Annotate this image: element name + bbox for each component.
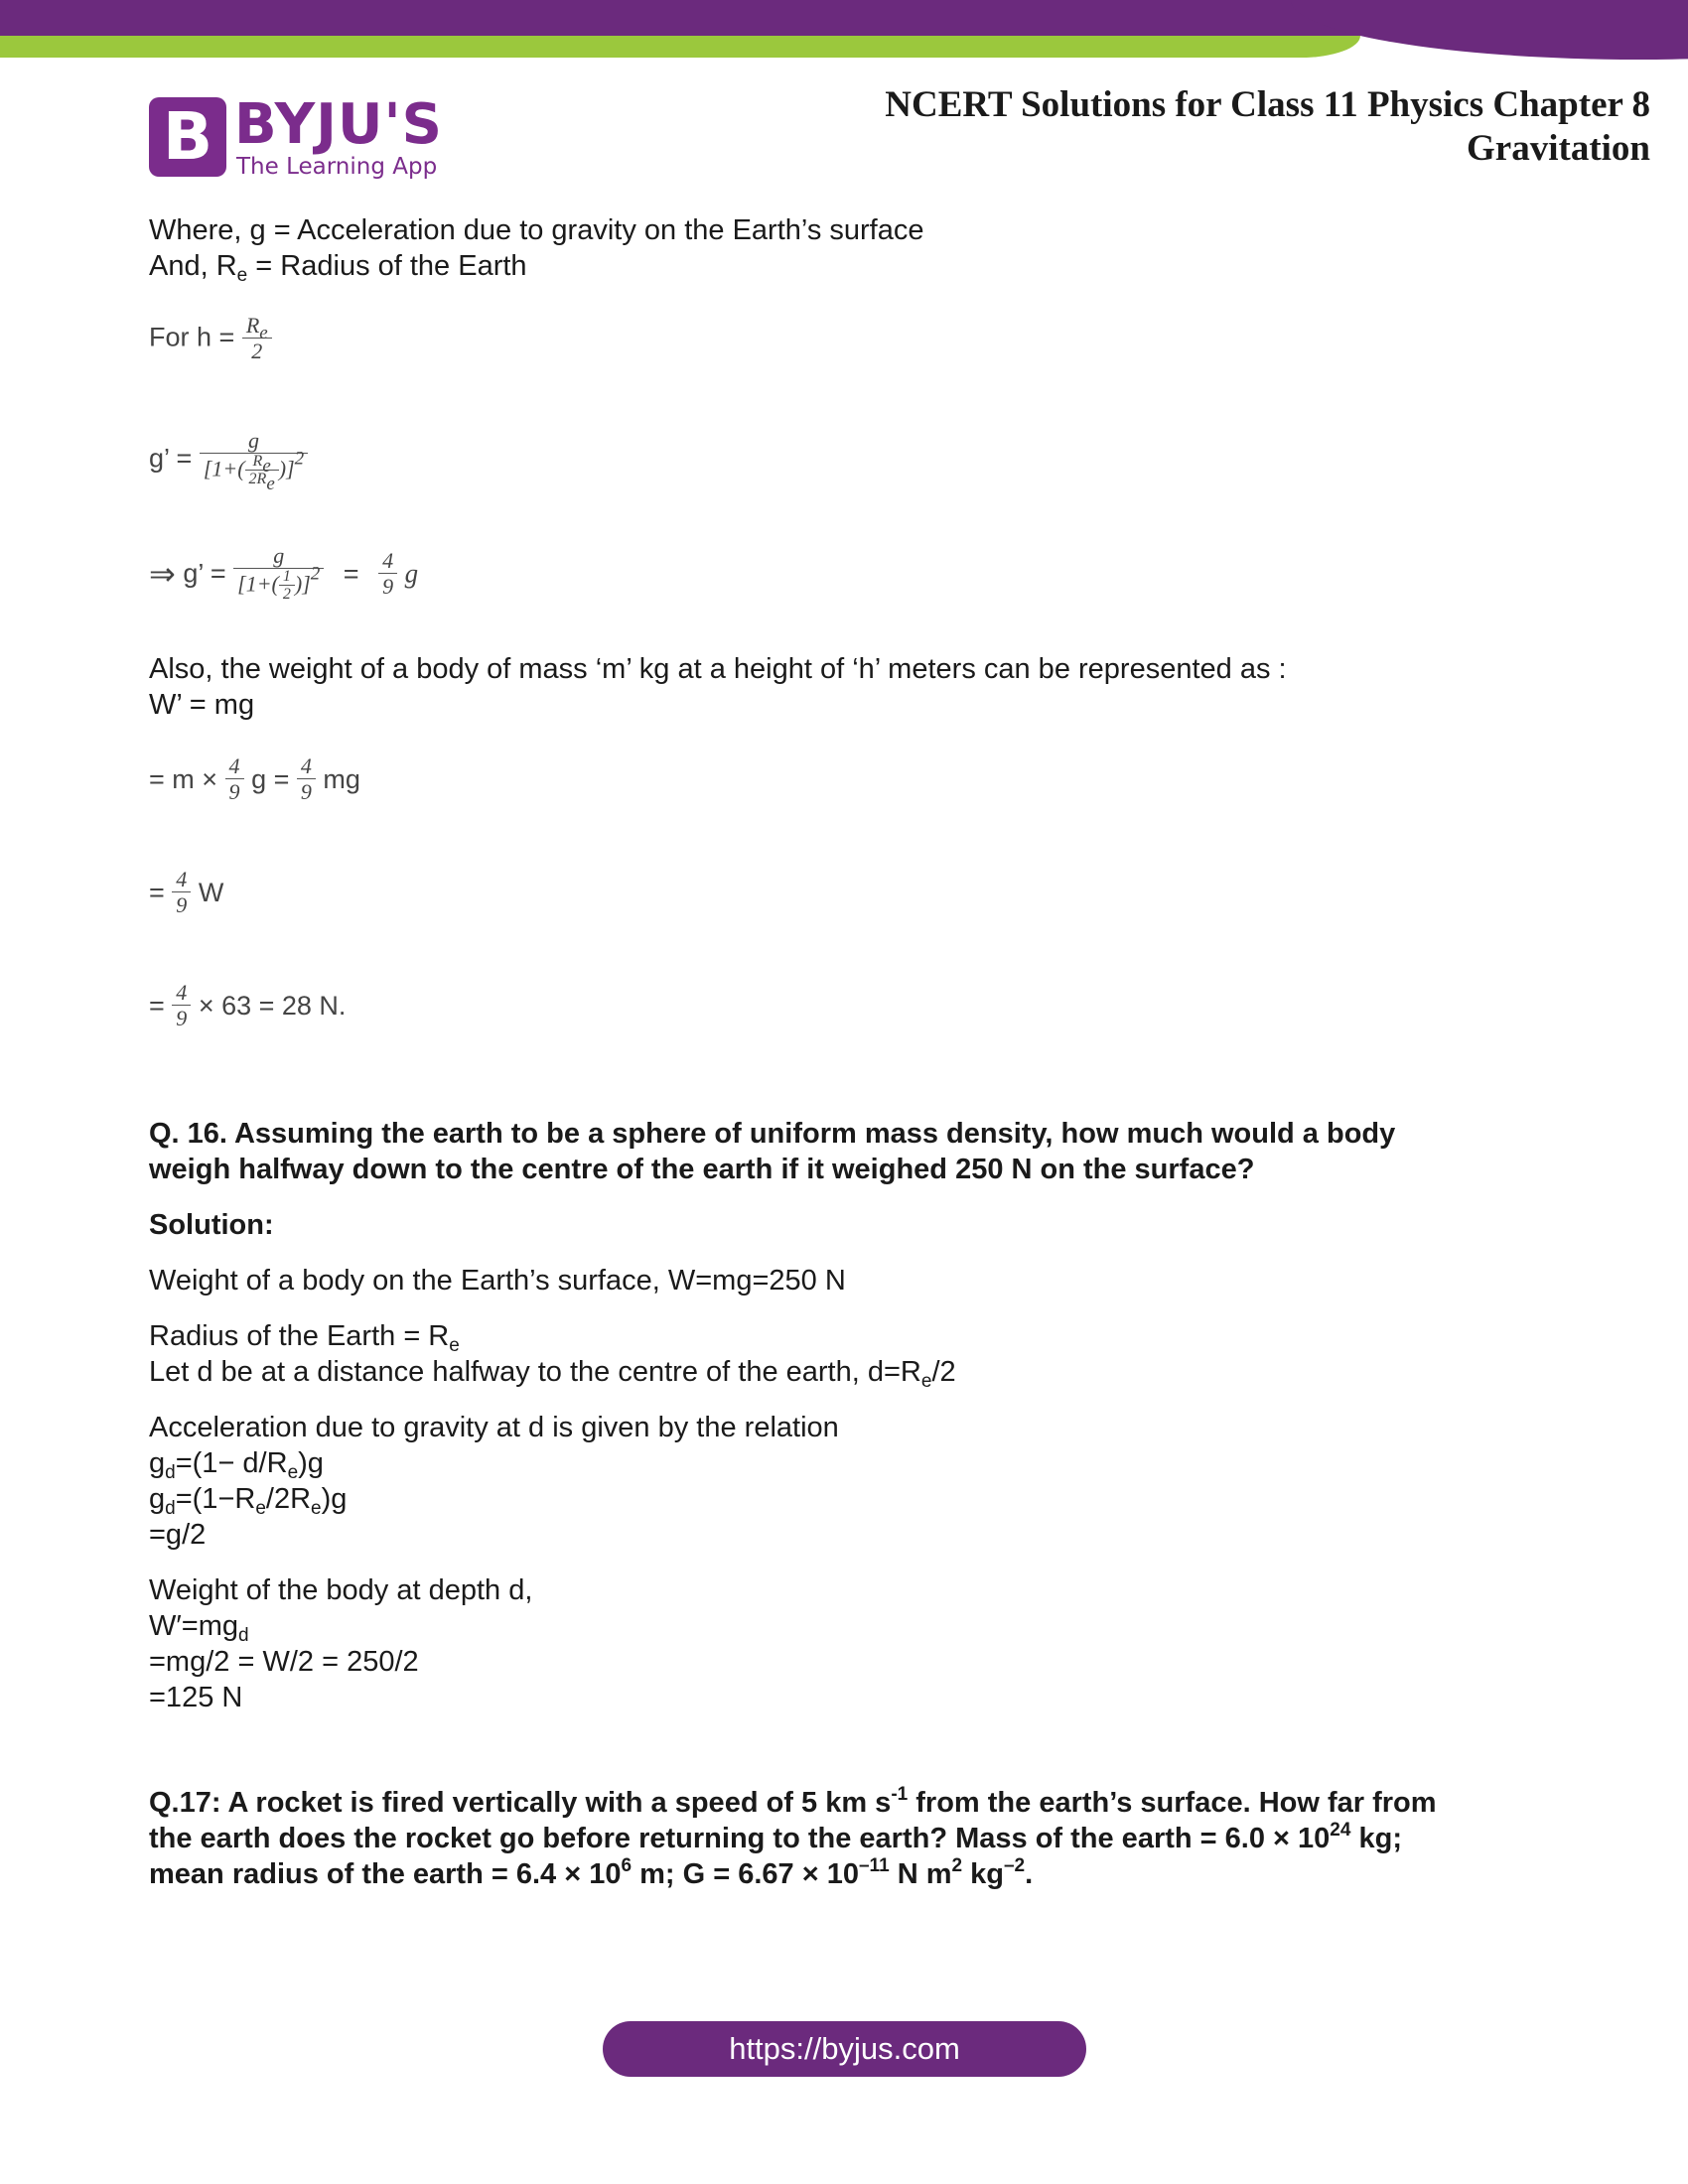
q17-l3-sup3: 2 [951,1855,963,1876]
frac-num: R [245,313,260,338]
inner-fraction [279,569,295,604]
eq-for-h [149,314,272,364]
q17-l3-a: mean radius of the earth = 6.4 × 10 [149,1858,622,1890]
s6-a: g [149,1483,166,1515]
s2-sub: e [449,1335,460,1356]
q16-s1: Weight of a body on the Earth’s surface, W=mg=250 N [149,1265,846,1297]
footer-url-link[interactable]: https://byjus.com [603,2021,1086,2077]
implies-arrow: ⇒ [149,556,176,592]
q17-line-1 [149,1785,1437,1821]
s3-sub: e [920,1371,932,1392]
q16-line-1: Q. 16. Assuming the earth to be a sphere of uniform mass density, how much would a body [149,1118,1396,1150]
frac-den: 2 [251,339,263,363]
equals-sign: = [343,558,359,589]
q16-line-2: weigh halfway down to the centre of the earth if it weighed 250 N on the surface? [149,1154,1255,1185]
fraction [200,428,308,494]
den-pre: [1+( [203,456,245,481]
inner-num: 1 [279,569,295,586]
byjus-logo[interactable] [149,92,447,181]
eq3-pre: = [149,991,165,1021]
q17-l3-sup4: –2 [1003,1855,1026,1876]
den-sup: 2 [310,563,321,585]
frac-den [200,448,308,494]
inner-num-sub: e [262,456,271,477]
fraction [225,754,244,805]
s5-sub2: e [287,1462,299,1483]
eq1-pre: = m × [149,764,218,794]
s5-c: )g [298,1447,324,1479]
inner-den-sub: e [266,474,275,494]
logo-brand-name: BYJU'S [234,92,443,157]
s6-d: )g [321,1483,348,1515]
radius-line [149,248,527,284]
q16-s10: =mg/2 = W/2 = 250/2 [149,1646,419,1678]
fraction [242,314,272,364]
also-weight-line: Also, the weight of a body of mass ‘m’ kg at a height of ‘h’ meters can be represented as : [149,653,1287,685]
q17-l3-b: m; G = 6.67 × 10 [632,1858,859,1890]
w-eq-line: W’ = mg [149,689,255,721]
fraction [233,544,324,604]
q16-s8: Weight of the body at depth d, [149,1574,533,1606]
eq-g-prime-1 [149,428,308,494]
s5-a: g [149,1447,166,1479]
fraction [172,981,191,1031]
q17-l1-b: from the earth’s surface. How far from [908,1787,1437,1819]
fraction [172,868,191,918]
frac-num: 4 [378,549,397,574]
inner-den: 2R [248,471,267,487]
q17-l3-d: kg [962,1858,1004,1890]
s6-b: =(1−R [175,1483,256,1515]
frac-den: 9 [176,892,188,917]
inner-den: 2 [282,586,291,603]
top-green-band [0,36,1360,58]
q16-s3 [149,1354,956,1390]
q16-s4: Acceleration due to gravity at d is given by the relation [149,1412,839,1443]
eq1-mid: g = [251,764,290,794]
q17-l2-sup: 24 [1330,1820,1351,1841]
frac-den: 9 [300,779,312,804]
inner-fraction [245,453,279,494]
q16-s9 [149,1608,249,1644]
eq-g2-label: g’ = [183,558,226,589]
top-band-curve [1291,0,1688,60]
frac-num-sub: e [259,323,268,343]
frac-num: 4 [172,981,191,1006]
q17-l1-sup: -1 [891,1784,909,1805]
q16-s6 [149,1481,347,1517]
q16-s5 [149,1445,324,1481]
q17-l3-sup2: –11 [858,1855,890,1876]
title-line-2: Gravitation [1467,128,1650,169]
frac-den: 9 [228,779,240,804]
eq-g-prime-2 [149,544,418,604]
title-line-1: NCERT Solutions for Class 11 Physics Chapter 8 [885,84,1650,125]
q17-l3-c: N m [889,1858,952,1890]
s6-c: /2R [265,1483,312,1515]
frac-num: 4 [297,754,316,779]
s9-a: W′=mg [149,1610,239,1642]
q17-line-3 [149,1856,1033,1892]
s3-post: /2 [931,1356,956,1388]
q16-solution-label: Solution: [149,1209,274,1241]
den-post: )] [294,571,311,597]
q17-l1-a: Q.17: A rocket is fired vertically with a speed of 5 km s [149,1787,892,1819]
s6-sub1: d [165,1498,176,1519]
s9-sub: d [238,1625,249,1646]
radius-sub: e [236,265,248,286]
logo-letter: B [162,98,213,175]
q16-s2 [149,1318,460,1354]
eq2-post: W [198,878,224,907]
weight-eq-2 [149,868,223,918]
frac-num: g [233,544,324,569]
frac-num: g [200,429,308,454]
den-post: )] [278,456,295,481]
logo-tagline: The Learning App [236,154,438,180]
weight-eq-1 [149,754,360,805]
den-pre: [1+( [237,571,279,597]
s6-sub2: e [255,1498,266,1519]
radius-suffix: = Radius of the Earth [247,250,527,282]
frac-num: 4 [172,868,191,892]
q17-line-2 [149,1821,1402,1856]
eq3-post: × 63 = 28 N. [198,991,347,1021]
frac-den: 9 [176,1006,188,1030]
eq-for-h-label: For h = [149,322,235,352]
result-fraction [378,549,397,600]
q17-l2-b: kg; [1350,1823,1402,1854]
s3-pre: Let d be at a distance halfway to the centre of the earth, d=R [149,1356,921,1388]
eq2-pre: = [149,878,165,907]
q17-l3-sup1: 6 [621,1855,633,1876]
eq-g1-label: g’ = [149,443,193,474]
s2-pre: Radius of the Earth = R [149,1320,450,1352]
frac-den: 9 [382,573,394,599]
where-line: Where, g = Acceleration due to gravity on the Earth’s surface [149,214,924,246]
den-sup: 2 [294,448,305,470]
fraction [297,754,316,805]
s5-b: =(1− d/R [175,1447,288,1479]
frac-den [233,563,324,604]
weight-eq-3 [149,981,346,1031]
inner-num: R [252,453,263,470]
s6-sub3: e [311,1498,322,1519]
radius-prefix: And, R [149,250,237,282]
q17-l3-e: . [1025,1858,1034,1890]
s5-sub1: d [165,1462,176,1483]
q16-s11: =125 N [149,1682,243,1713]
q16-s7: =g/2 [149,1519,207,1551]
q17-l2-a: the earth does the rocket go before returning to the earth? Mass of the earth = 6.0 × 10 [149,1823,1331,1854]
frac-num: 4 [225,754,244,779]
eq1-post: mg [323,764,360,794]
document-title [757,83,1650,171]
logo-b-icon [149,97,226,177]
result-var: g [404,558,419,589]
